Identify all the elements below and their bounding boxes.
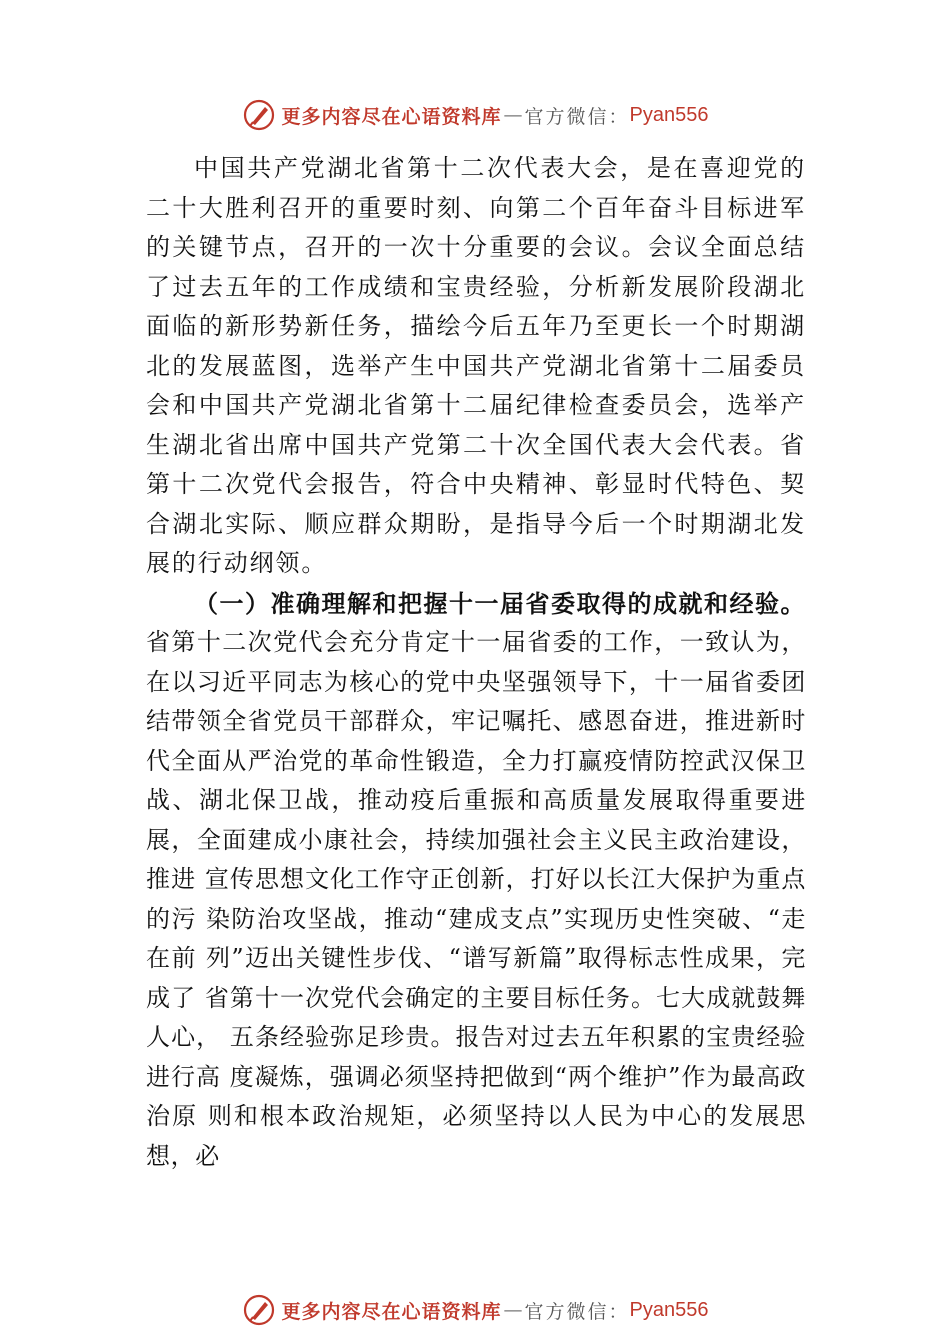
document-body: [146, 149, 806, 1176]
watermark-account: Pyan556: [629, 103, 709, 126]
watermark-brand: 更多内容尽在心语资料库: [281, 1300, 502, 1323]
watermark-separator: —: [503, 104, 523, 126]
watermark-separator: —: [503, 1299, 523, 1321]
quill-logo-icon: [242, 98, 276, 132]
paragraph-achievements: 省第十二次党代会充分肯定十一届省委的工作，一致认为，在以习近平同志为核心的党中央坚强领导下，十一届省委团结带领全省党员干部群众，牢记嘱托、感恩奋进，推进新时代全面从严治党的革命性锻造，全力打赢疫情防控武汉保卫战、湖北保卫战，推动疫后重振和高质量发展取得重要进展，全面建成小康社会，持续加强社会主义民主政治建设，推进 宣传思想文化工作守正创新，打好以长江大保护为重点的污 染防治攻坚战，推动“建成支点”实现历史性突破、“走在前 列”迈出关键性步伐、“谱写新篇”取得标志性成果，完成了 省第十一次党代会确定的主要目标任务。七大成就鼓舞人心， 五条经验弥足珍贵。报告对过去五年积累的宝贵经验进行高 度凝炼，强调必须坚持把做到“两个维护”作为最高政治原 则和根本政治规矩，必须坚持以人民为中心的发展思想，必: [146, 628, 806, 1170]
section-heading: （一）准确理解和把握十一届省委取得的成就和经验。: [194, 588, 806, 618]
footer-watermark: [0, 1290, 950, 1330]
watermark-account: Pyan556: [629, 1298, 709, 1321]
watermark-wechat-label: 官方微信：: [524, 105, 630, 128]
paragraph-intro: 中国共产党湖北省第十二次代表大会，是在喜迎党的二十大胜利召开的重要时刻、向第二个百年奋斗目标进军的关键节点，召开的一次十分重要的会议。会议全面总结了过去五年的工作成绩和宝贵经验，分析新发展阶段湖北面临的新形势新任务，描绘今后五年乃至更长一个时期湖北的发展蓝图，选举产生中国共产党湖北省第十二届委员会和中国共产党湖北省第十二届纪律检查委员会，选举产生湖北省出席中国共产党第二十次全国代表大会代表。省第十二次党代会报告，符合中央精神、彰显时代特色、契合湖北实际、顺应群众期盼，是指导今后一个时期湖北发展的行动纲领。: [146, 154, 806, 577]
watermark-wechat-label: 官方微信：: [524, 1300, 630, 1323]
quill-logo-icon: [242, 1293, 276, 1327]
watermark-brand: 更多内容尽在心语资料库: [281, 105, 502, 128]
header-watermark: [0, 95, 950, 135]
